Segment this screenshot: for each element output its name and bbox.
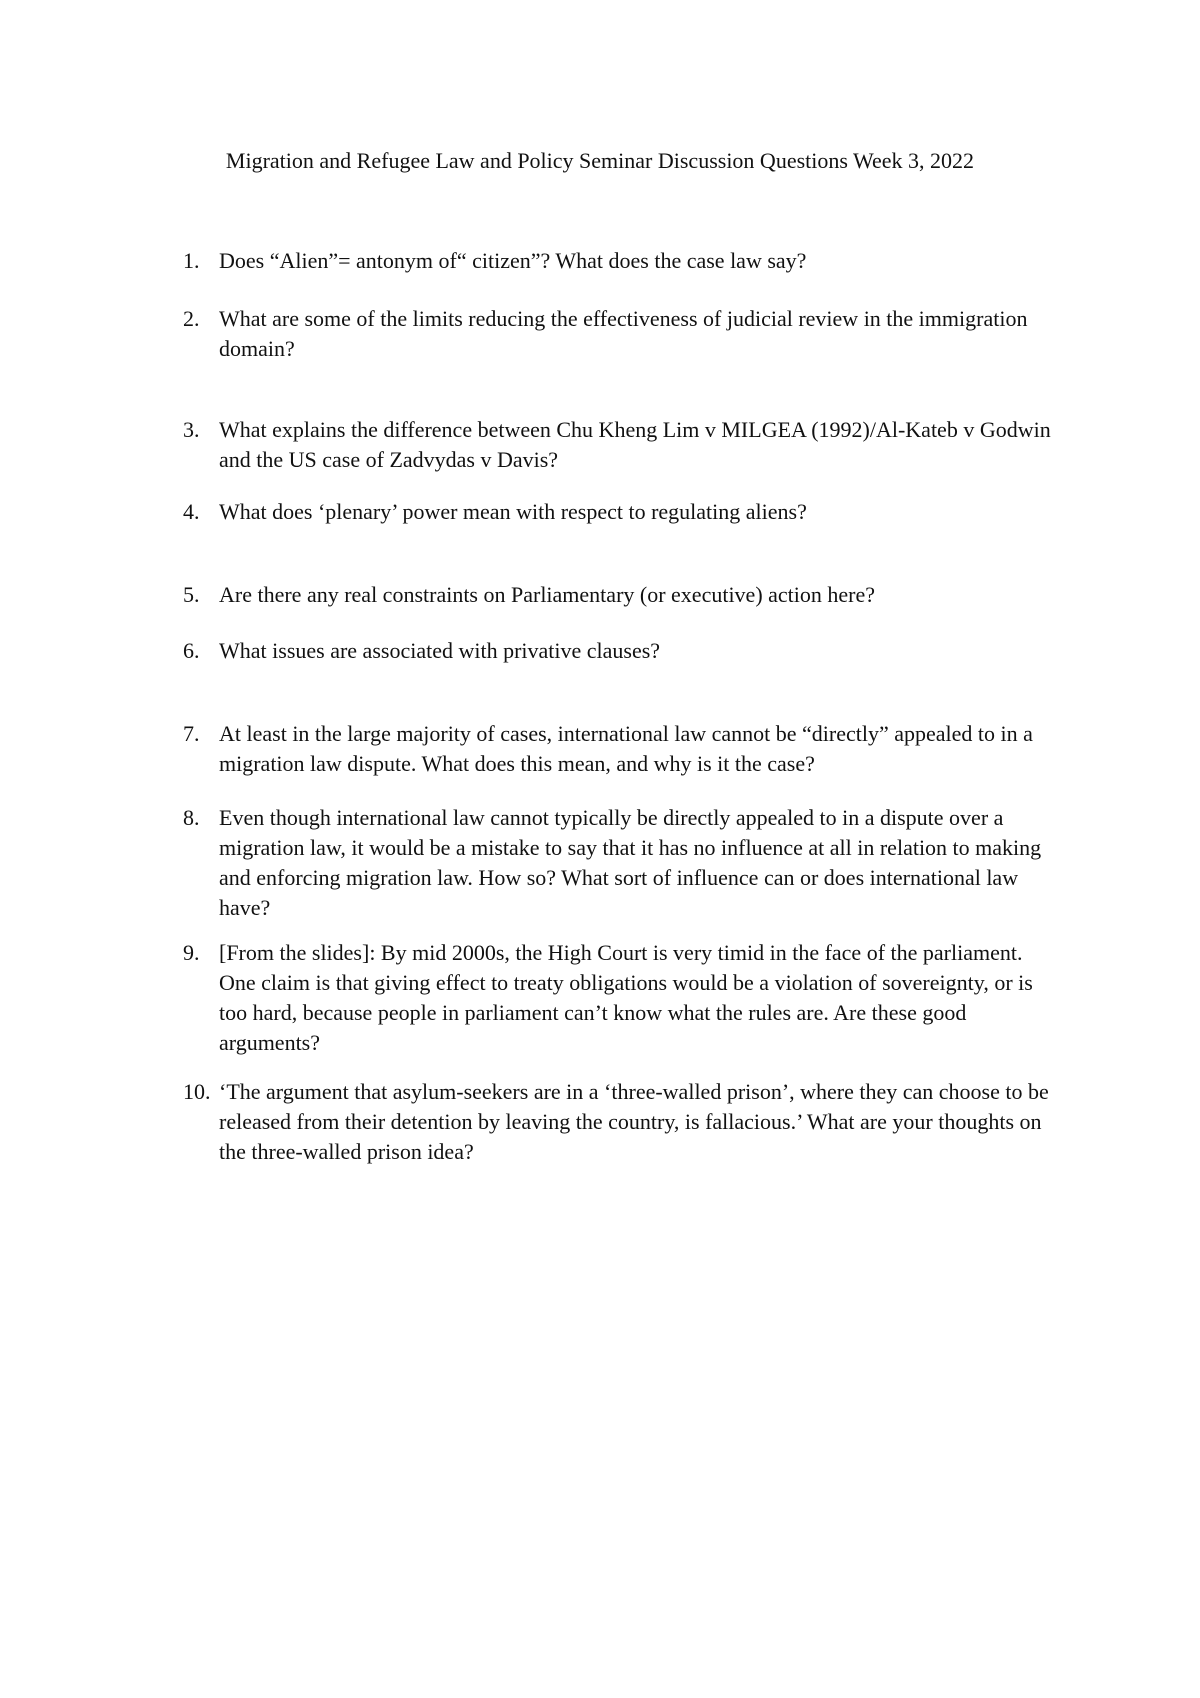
question-4	[183, 497, 1063, 527]
question-number: 10.	[183, 1079, 211, 1104]
question-6	[183, 636, 1063, 666]
question-number: 3.	[183, 417, 200, 442]
document-title: Migration and Refugee Law and Policy Seminar Discussion Questions Week 3, 2022	[225, 148, 975, 173]
question-number: 1.	[183, 248, 200, 273]
question-text: Does “Alien”= antonym of“ citizen”? What does the case law say?	[219, 248, 807, 273]
question-number: 6.	[183, 638, 200, 663]
question-text: What explains the difference between Chu Kheng Lim v MILGEA (1992)/Al-Kateb v Godwin and the US case of Zadvydas v Davis?	[219, 417, 1051, 472]
question-number: 9.	[183, 940, 200, 965]
question-text: What are some of the limits reducing the effectiveness of judicial review in the immigration domain?	[219, 306, 1028, 361]
question-10	[183, 1077, 1063, 1167]
question-number: 2.	[183, 306, 200, 331]
question-text: Are there any real constraints on Parliamentary (or executive) action here?	[219, 582, 876, 607]
question-2	[183, 304, 1063, 364]
question-1	[183, 246, 1063, 276]
question-5	[183, 580, 1063, 610]
question-text: What does ‘plenary’ power mean with respect to regulating aliens?	[219, 499, 807, 524]
question-3	[183, 415, 1063, 475]
question-8	[183, 803, 1063, 923]
question-text: ‘The argument that asylum-seekers are in a ‘three-walled prison’, where they can choose to be released from their detention by leaving the country, is fallacious.’ What are your thoughts on the three-walled prison idea?	[219, 1079, 1049, 1164]
question-9	[183, 938, 1063, 1058]
question-number: 8.	[183, 805, 200, 830]
question-number: 5.	[183, 582, 200, 607]
question-text: What issues are associated with privative clauses?	[219, 638, 661, 663]
question-7	[183, 719, 1063, 779]
question-number: 4.	[183, 499, 200, 524]
question-text: At least in the large majority of cases, international law cannot be “directly” appealed to in a migration law dispute. What does this mean, and why is it the case?	[219, 721, 1033, 776]
question-text: Even though international law cannot typically be directly appealed to in a dispute over a migration law, it would be a mistake to say that it has no influence at all in relation to making and enforcing migration law. How so? What sort of influence can or does international law have?	[219, 805, 1042, 920]
question-number: 7.	[183, 721, 200, 746]
question-text: [From the slides]: By mid 2000s, the High Court is very timid in the face of the parliament. One claim is that giving effect to treaty obligations would be a violation of sovereignty, or is too hard, because people in parliament can’t know what the rules are. Are these good arguments?	[219, 940, 1033, 1055]
